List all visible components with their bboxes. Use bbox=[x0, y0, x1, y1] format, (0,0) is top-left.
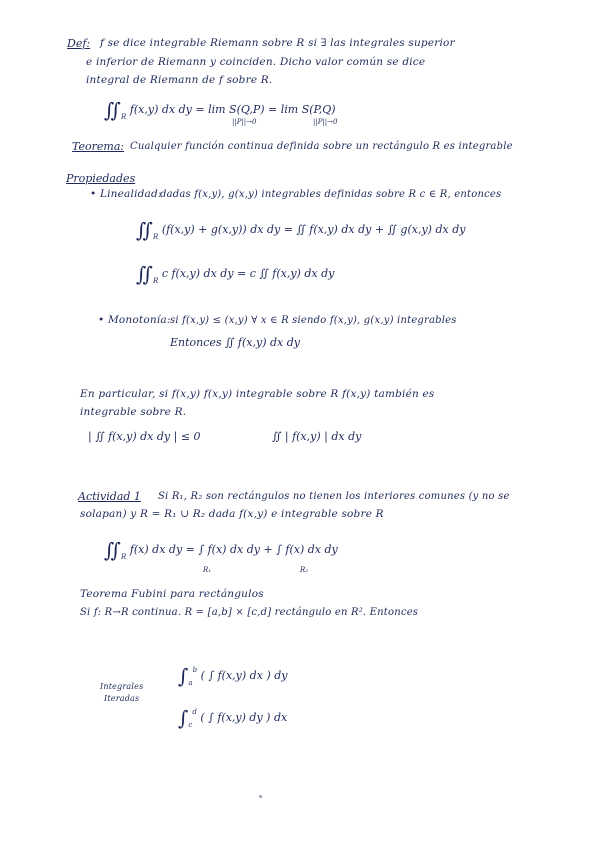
linearity-formula-2-text: c f(x,y) dx dy = c ∬ f(x,y) dx dy bbox=[161, 267, 335, 280]
linearity-label-text: Linealidad: bbox=[99, 188, 162, 200]
particular-line-2: integrable sobre R. bbox=[80, 406, 187, 418]
definition-line-3: integral de Riemann de f sobre R. bbox=[86, 74, 273, 86]
activity-line-1: Si R₁, R₂ son rectángulos no tienen los interiores comunes (y no se bbox=[158, 491, 510, 502]
integral-symbol: ∫ bbox=[178, 664, 189, 688]
fubini-title: Teorema Fubini para rectángulos bbox=[80, 588, 264, 600]
region-subscript: R bbox=[153, 277, 159, 285]
iterated-integral-2-text: ( ∫ f(x,y) dy ) dx bbox=[200, 711, 288, 724]
activity-formula bbox=[104, 538, 338, 562]
activity-line-2: solapan) y R = R₁ ∪ R₂ dada f(x,y) e integrable sobre R bbox=[80, 508, 384, 520]
region-subscript: R bbox=[121, 113, 127, 121]
monotonia-label-text: Monotonía: bbox=[107, 314, 171, 326]
theorem-label: Teorema: bbox=[72, 140, 125, 153]
double-integral-symbol: ∬ bbox=[104, 98, 122, 122]
upper-limit-d: d bbox=[192, 708, 197, 716]
lower-limit-c: c bbox=[188, 721, 193, 729]
definition-formula bbox=[104, 98, 336, 122]
definition-label: Def: bbox=[67, 37, 91, 50]
definition-line-2: e inferior de Riemann y coinciden. Dicho valor común se dice bbox=[86, 56, 426, 68]
region-subscript-r: R bbox=[121, 553, 127, 561]
particular-line-1: En particular, si f(x,y) f(x,y) integrable sobre R f(x,y) también es bbox=[80, 388, 435, 400]
iterated-integral-1 bbox=[178, 664, 287, 688]
particular-formula-b: ∬ | f(x,y) | dx dy bbox=[272, 430, 362, 443]
lower-limit-a: a bbox=[188, 679, 193, 687]
activity-subscript-r1: R₁ bbox=[203, 566, 212, 574]
definition-line-1: f se dice integrable Riemann sobre R si ∃ las integrales superior bbox=[100, 37, 455, 49]
integral-symbol: ∫ bbox=[178, 706, 189, 730]
iterated-label-2: Iteradas bbox=[104, 694, 140, 703]
activity-label: Actividad 1 bbox=[78, 490, 141, 503]
definition-formula-text: f(x,y) dx dy = lim S(Q,P) = lim S(P,Q) bbox=[129, 103, 336, 116]
double-integral-symbol: ∬ bbox=[104, 538, 122, 562]
particular-formula-a: | ∬ f(x,y) dx dy | ≤ 0 bbox=[88, 430, 201, 443]
monotonia-text: si f(x,y) ≤ (x,y) ∀ x ∈ R siendo f(x,y), g(x,y) integrables bbox=[170, 315, 457, 326]
iterated-integral-1-text: ( ∫ f(x,y) dx ) dy bbox=[200, 669, 288, 682]
double-integral-symbol: ∬ bbox=[136, 262, 154, 286]
limit-subscript-2: ||P||→0 bbox=[313, 118, 338, 126]
upper-limit-b: b bbox=[192, 666, 198, 674]
monotonia-entonces: Entonces ∬ f(x,y) dx dy bbox=[170, 336, 300, 349]
properties-label: Propiedades bbox=[66, 172, 136, 185]
linearity-formula-1 bbox=[136, 218, 465, 242]
limit-subscript-1: ||P||→0 bbox=[232, 118, 257, 126]
activity-formula-text: f(x) dx dy = ∫ f(x) dx dy + ∫ f(x) dx dy bbox=[129, 543, 338, 556]
double-integral-symbol: ∬ bbox=[136, 218, 154, 242]
monotonia-label: • Monotonía: bbox=[98, 314, 171, 326]
activity-subscript-r2: R₂ bbox=[300, 566, 309, 574]
iterated-integral-2 bbox=[178, 706, 287, 730]
linearity-formula-2 bbox=[136, 262, 334, 286]
theorem-text: Cualquier función continua definida sobre un rectángulo R es integrable bbox=[130, 141, 513, 152]
iterated-label-1: Integrales bbox=[100, 682, 144, 691]
region-subscript: R bbox=[153, 233, 159, 241]
linearity-formula-1-text: (f(x,y) + g(x,y)) dx dy = ∬ f(x,y) dx dy + ∬ g(x,y) dx dy bbox=[161, 223, 466, 236]
linearity-label: • Linealidad: bbox=[90, 188, 162, 200]
fubini-line: Si f: R→R continua. R = [a,b] × [c,d] rectángulo en R². Entonces bbox=[80, 607, 419, 618]
stray-mark bbox=[259, 795, 262, 798]
linearity-text: dadas f(x,y), g(x,y) integrables definidas sobre R c ∈ R, entonces bbox=[160, 189, 502, 200]
